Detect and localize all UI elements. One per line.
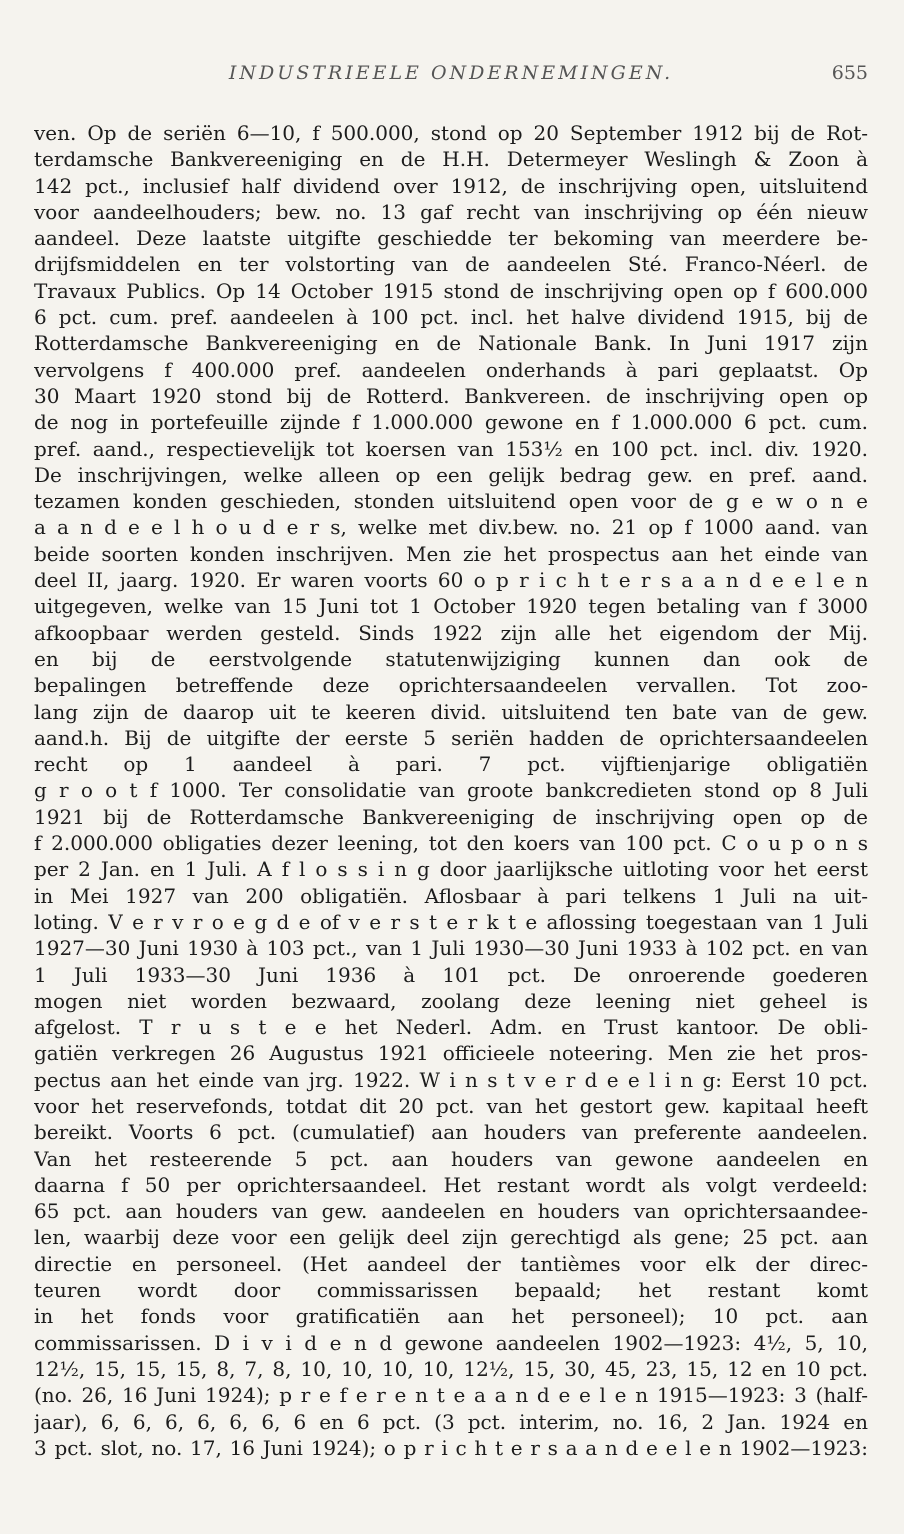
text-line: bereikt. Voorts 6 pct. (cumulatief) aan houders van preferente aandeelen. xyxy=(34,1120,868,1145)
text-line: aandeel. Deze laatste uitgifte geschiedde ter bekoming van meerdere be- xyxy=(34,226,868,251)
text-line: recht op 1 aandeel à pari. 7 pct. vijftienjarige obligatiën xyxy=(34,752,868,777)
text-line: per 2 Jan. en 1 Juli. A f l o s s i n g door jaarlijksche uitloting voor het eerst xyxy=(34,857,868,882)
text-line: De inschrijvingen, welke alleen op een gelijk bedrag gew. en pref. aand. xyxy=(34,462,868,487)
text-line: beide soorten konden inschrijven. Men zie het prospectus aan het einde van xyxy=(34,541,868,566)
text-line: 65 pct. aan houders van gew. aandeelen en houders van oprichtersaandee- xyxy=(34,1199,868,1224)
text-line: 1921 bij de Rotterdamsche Bankvereeniging de inschrijving open op de xyxy=(34,804,868,829)
text-line: voor aandeelhouders; bew. no. 13 gaf recht van inschrijving op één nieuw xyxy=(34,199,868,224)
text-line: bepalingen betreffende deze oprichtersaandeelen vervallen. Tot zoo- xyxy=(34,673,868,698)
text-line: in Mei 1927 van 200 obligatiën. Aflosbaar à pari telkens 1 Juli na uit- xyxy=(34,883,868,908)
text-line: pectus aan het einde van jrg. 1922. W i n s t v e r d e e l i n g: Eerst 10 pct. xyxy=(34,1067,868,1092)
text-line: afgelost. T r u s t e e het Nederl. Adm. en Trust kantoor. De obli- xyxy=(34,1015,868,1040)
running-title: INDUSTRIEELE ONDERNEMINGEN. xyxy=(228,62,674,84)
text-line: 3 pct. slot, no. 17, 16 Juni 1924); o p r i c h t e r s a a n d e e l e n 1902—1923: xyxy=(34,1435,868,1460)
text-line: len, waarbij deze voor een gelijk deel zijn gerechtigd als gene; 25 pct. aan xyxy=(34,1225,868,1250)
text-line: gatiën verkregen 26 Augustus 1921 officieele noteering. Men zie het pros- xyxy=(34,1041,868,1066)
text-line: voor het reservefonds, totdat dit 20 pct. van het gestort gew. kapitaal heeft xyxy=(34,1093,868,1118)
text-line: ven. Op de seriën 6—10, f 500.000, stond op 20 September 1912 bij de Rot- xyxy=(34,121,868,145)
text-line: terdamsche Bankvereeniging en de H.H. Determeyer Weslingh & Zoon à xyxy=(34,147,868,172)
text-line: in het fonds voor gratificatiën aan het personeel); 10 pct. aan xyxy=(34,1304,868,1329)
text-line: a a n d e e l h o u d e r s, welke met div.bew. no. 21 op f 1000 aand. van xyxy=(34,515,868,540)
text-line: deel II, jaarg. 1920. Er waren voorts 60 o p r i c h t e r s a a n d e e l e n xyxy=(34,568,868,593)
text-line: jaar), 6, 6, 6, 6, 6, 6, 6 en 6 pct. (3 pct. interim, no. 16, 2 Jan. 1924 en xyxy=(34,1409,868,1434)
text-line: loting. V e r v r o e g d e of v e r s t e r k t e aflossing toegestaan van 1 Juli xyxy=(34,909,868,934)
text-line: 142 pct., inclusief half dividend over 1912, de inschrijving open, uitsluitend xyxy=(34,173,868,198)
text-line: en bij de eerstvolgende statutenwijziging kunnen dan ook de xyxy=(34,646,868,671)
text-line: 1 Juli 1933—30 Juni 1936 à 101 pct. De onroerende goederen xyxy=(34,962,868,987)
text-line: daarna f 50 per oprichtersaandeel. Het restant wordt als volgt verdeeld: xyxy=(34,1172,868,1197)
text-line: directie en personeel. (Het aandeel der tantièmes voor elk der direc- xyxy=(34,1251,868,1276)
text-line: Rotterdamsche Bankvereeniging en de Nationale Bank. In Juni 1917 zijn xyxy=(34,331,868,356)
text-line: tezamen konden geschieden, stonden uitsluitend open voor de g e w o n e xyxy=(34,489,868,514)
text-line: Van het resteerende 5 pct. aan houders van gewone aandeelen en xyxy=(34,1146,868,1171)
text-line: 6 pct. cum. pref. aandeelen à 100 pct. incl. het halve dividend 1915, bij de xyxy=(34,305,868,330)
text-line: drijfsmiddelen en ter volstorting van de aandeelen Sté. Franco-Néerl. de xyxy=(34,252,868,277)
text-line: afkoopbaar werden gesteld. Sinds 1922 zijn alle het eigendom der Mij. xyxy=(34,620,868,645)
text-line: teuren wordt door commissarissen bepaald; het restant komt xyxy=(34,1278,868,1303)
page-number: 655 xyxy=(831,62,868,84)
text-line: lang zijn de daarop uit te keeren divid. uitsluitend ten bate van de gew. xyxy=(34,699,868,724)
text-line: 1927—30 Juni 1930 à 103 pct., van 1 Juli 1930—30 Juni 1933 à 102 pct. en van xyxy=(34,936,868,961)
text-line: 30 Maart 1920 stond bij de Rotterd. Bankvereen. de inschrijving open op xyxy=(34,383,868,408)
text-line: pref. aand., respectievelijk tot koersen van 153½ en 100 pct. incl. div. 1920. xyxy=(34,436,868,461)
text-line: (no. 26, 16 Juni 1924); p r e f e r e n t e a a n d e e l e n 1915—1923: 3 (half- xyxy=(34,1383,868,1408)
text-line: de nog in portefeuille zijnde f 1.000.000 gewone en f 1.000.000 6 pct. cum. xyxy=(34,410,868,435)
text-line: f 2.000.000 obligaties dezer leening, tot den koers van 100 pct. C o u p o n s xyxy=(34,831,868,856)
text-line: uitgegeven, welke van 15 Juni tot 1 October 1920 tegen betaling van f 3000 xyxy=(34,594,868,619)
text-line: mogen niet worden bezwaard, zoolang deze leening niet geheel is xyxy=(34,988,868,1013)
body-text xyxy=(34,120,868,1461)
running-head xyxy=(34,62,868,92)
text-line: aand.h. Bij de uitgifte der eerste 5 seriën hadden de oprichtersaandeelen xyxy=(34,725,868,750)
text-line: Travaux Publics. Op 14 October 1915 stond de inschrijving open op f 600.000 xyxy=(34,278,868,303)
text-line: 12½, 15, 15, 15, 8, 7, 8, 10, 10, 10, 10, 12½, 15, 30, 45, 23, 15, 12 en 10 pct. xyxy=(34,1356,868,1381)
text-line: commissarissen. D i v i d e n d gewone aandeelen 1902—1923: 4½, 5, 10, xyxy=(34,1330,868,1355)
text-line: g r o o t f 1000. Ter consolidatie van groote bankcredieten stond op 8 Juli xyxy=(34,778,868,803)
text-line: vervolgens f 400.000 pref. aandeelen onderhands à pari geplaatst. Op xyxy=(34,357,868,382)
